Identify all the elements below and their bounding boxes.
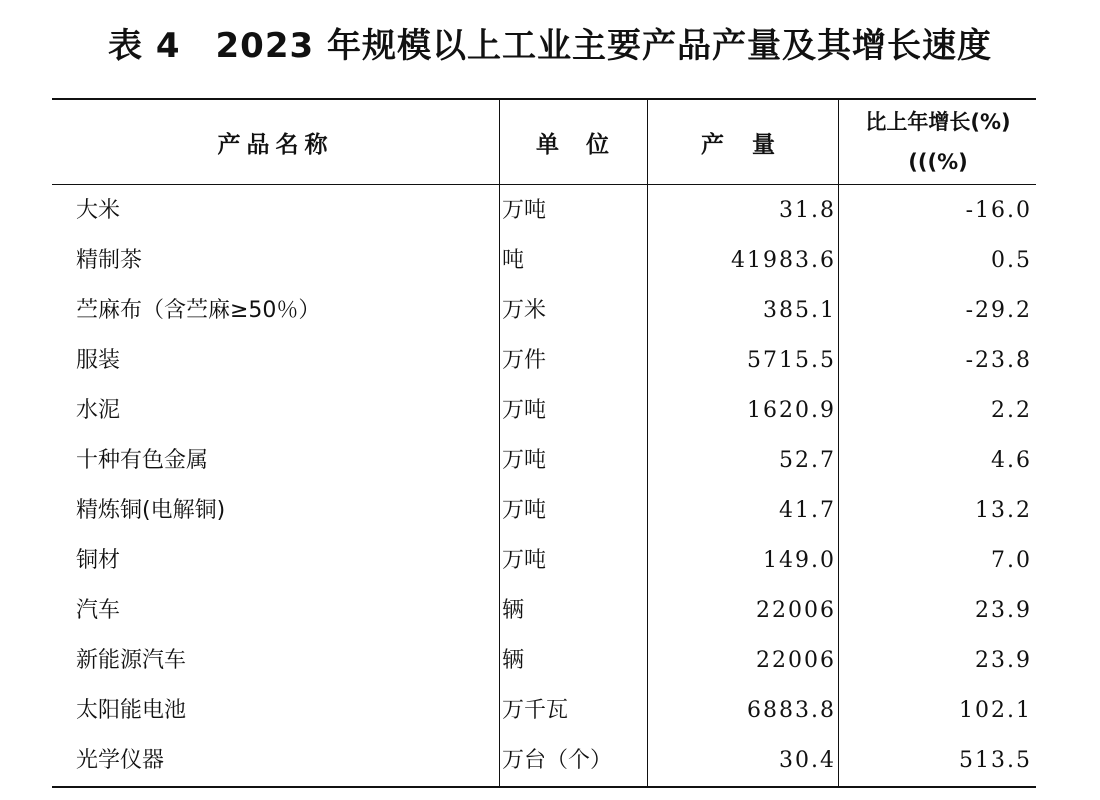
growth-rate: 4.6 (991, 448, 1032, 473)
quantity: 22006 (756, 598, 836, 623)
table-row (52, 586, 1036, 636)
unit: 辆 (502, 598, 525, 623)
header-bottom-rule (52, 184, 1036, 185)
unit: 万千瓦 (502, 698, 569, 723)
unit: 万吨 (502, 548, 547, 573)
growth-rate: 102.1 (959, 698, 1032, 723)
growth-rate: 23.9 (975, 598, 1032, 623)
header-growth (840, 100, 1036, 184)
table-bottom-rule (52, 786, 1036, 788)
table-row (52, 536, 1036, 586)
table-title: 表 4 2023 年规模以上工业主要产品产量及其增长速度 (108, 26, 992, 66)
table-row (52, 286, 1036, 336)
growth-rate: 13.2 (975, 498, 1032, 523)
table-row (52, 236, 1036, 286)
growth-rate: 7.0 (991, 548, 1032, 573)
header-growth-line1: 比上年增长(%) (865, 110, 1011, 134)
quantity: 385.1 (763, 298, 836, 323)
table-row (52, 736, 1036, 786)
unit: 万台（个） (502, 748, 613, 773)
product-name: 精炼铜(电解铜) (76, 498, 226, 523)
product-name: 十种有色金属 (76, 448, 209, 473)
growth-rate: -16.0 (965, 198, 1032, 223)
table-row (52, 686, 1036, 736)
growth-rate: -23.8 (965, 348, 1032, 373)
table-row (52, 386, 1036, 436)
table-row (52, 436, 1036, 486)
unit: 万米 (502, 298, 547, 323)
product-name: 精制茶 (76, 248, 143, 273)
quantity: 1620.9 (747, 398, 836, 423)
table-row (52, 336, 1036, 386)
quantity: 30.4 (779, 748, 836, 773)
quantity: 52.7 (779, 448, 836, 473)
growth-rate: 0.5 (991, 248, 1032, 273)
growth-rate: 23.9 (975, 648, 1032, 673)
header-quantity: 产 量 (700, 131, 785, 158)
header-growth-line2: (((%) (908, 150, 968, 174)
product-name: 苎麻布（含苎麻≥50％） (76, 298, 321, 323)
unit: 万吨 (502, 198, 547, 223)
header-unit: 单 位 (536, 131, 611, 158)
table-row (52, 636, 1036, 686)
quantity: 5715.5 (747, 348, 836, 373)
product-name: 新能源汽车 (76, 648, 187, 673)
product-name: 汽车 (76, 598, 121, 623)
growth-rate: 2.2 (991, 398, 1032, 423)
growth-rate: -29.2 (965, 298, 1032, 323)
quantity: 149.0 (763, 548, 836, 573)
growth-rate: 513.5 (959, 748, 1032, 773)
product-name: 太阳能电池 (76, 698, 187, 723)
unit: 吨 (502, 248, 525, 273)
product-name: 铜材 (76, 548, 121, 573)
quantity: 22006 (756, 648, 836, 673)
unit: 辆 (502, 648, 525, 673)
unit: 万吨 (502, 398, 547, 423)
unit: 万吨 (502, 448, 547, 473)
product-name: 水泥 (76, 398, 121, 423)
quantity: 41983.6 (731, 248, 836, 273)
unit: 万件 (502, 348, 547, 373)
header-product-name: 产品名称 (217, 131, 334, 158)
quantity: 6883.8 (747, 698, 836, 723)
product-name: 光学仪器 (76, 748, 165, 773)
table-row (52, 486, 1036, 536)
quantity: 31.8 (779, 198, 836, 223)
product-name: 服装 (76, 348, 121, 373)
table-row (52, 186, 1036, 236)
unit: 万吨 (502, 498, 547, 523)
quantity: 41.7 (779, 498, 836, 523)
product-name: 大米 (76, 198, 121, 223)
